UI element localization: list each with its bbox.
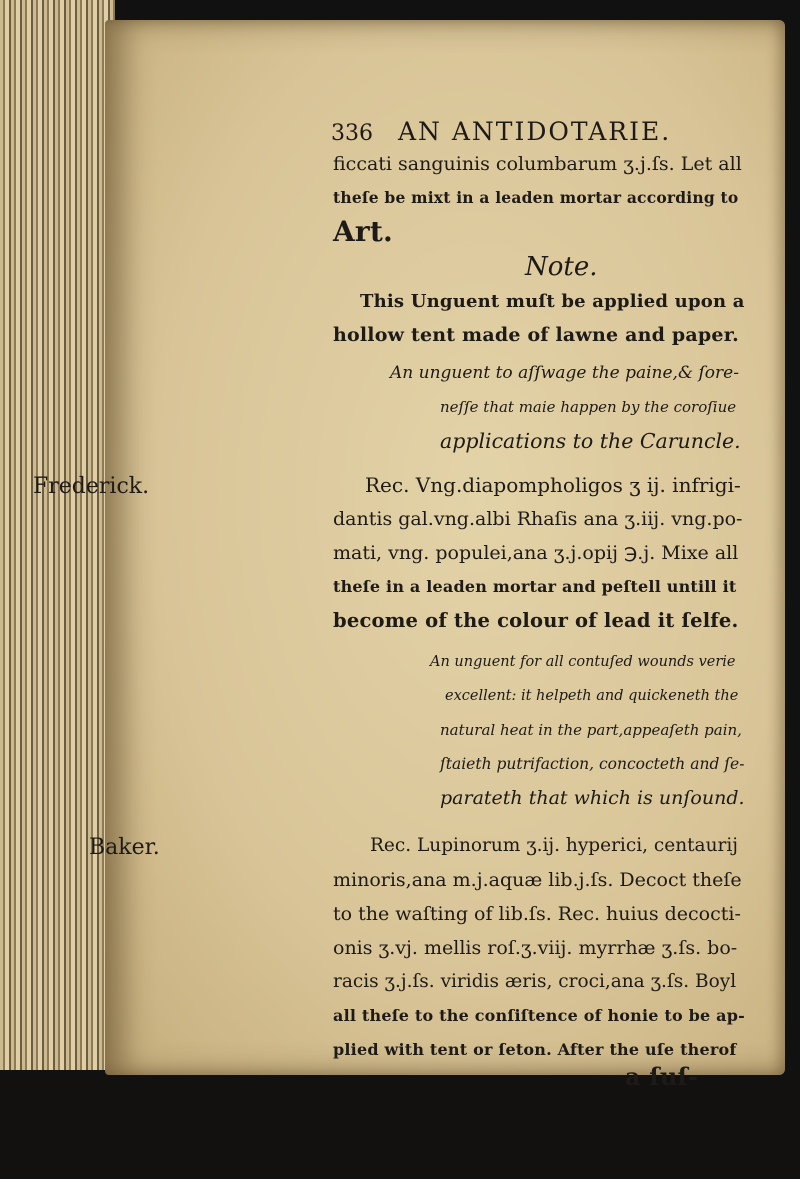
catchword: a ſuſ- xyxy=(625,1062,699,1091)
text-line: This Unguent muſt be applied upon a xyxy=(360,291,745,312)
text-line: hollow tent made of lawne and paper. xyxy=(333,324,739,346)
margin-note-baker: Baker. xyxy=(89,835,160,860)
text-line: minoris,ana m.j.aquæ lib.j.ſs. Decoct theſe xyxy=(333,869,742,891)
text-line: Rec. Lupinorum ʒ.ij. hyperici, centaurij xyxy=(370,835,738,856)
page-stack-edge xyxy=(0,0,115,1070)
recipe-heading: parateth that which is unſound. xyxy=(440,787,745,809)
text-line: racis ʒ.j.ſs. viridis æris, croci,ana ʒ.ſs. Boyl xyxy=(333,971,737,992)
recipe-heading: applications to the Caruncle. xyxy=(440,429,741,453)
running-title: AN ANTIDOTARIE. xyxy=(398,117,672,146)
recipe-heading: An unguent for all contuſed wounds verie xyxy=(430,654,736,670)
text-line: Rec. Vng.diapompholigos ʒ ij. infrigi- xyxy=(365,473,741,497)
recipe-heading: ſtaieth putrifaction, concocteth and ſe- xyxy=(440,755,745,773)
recipe-heading: neſſe that maie happen by the coroſiue xyxy=(440,398,737,416)
page-number: 336 xyxy=(331,121,373,146)
recipe-heading: An unguent to aſſwage the paine,& ſore- xyxy=(390,363,739,383)
text-line: become of the colour of lead it ſelfe. xyxy=(333,609,739,632)
text-line: plied with tent or ſeton. After the uſe therof xyxy=(333,1040,737,1059)
book-page xyxy=(33,20,785,1091)
recipe-heading: natural heat in the part,appeaſeth pain, xyxy=(440,721,742,739)
text-line: ficcati sanguinis columbarum ʒ.j.ſs. Let all xyxy=(333,153,742,175)
text-line: to the waſting of lib.ſs. Rec. huius decocti- xyxy=(333,903,741,925)
text-line: all theſe to the conſiſtence of honie to be ap- xyxy=(333,1006,745,1025)
text-line: Art. xyxy=(333,215,393,248)
recipe-heading: excellent: it helpeth and quickeneth the xyxy=(445,688,739,704)
text-line: theſe be mixt in a leaden mortar according to xyxy=(333,188,739,207)
text-line: dantis gal.vng.albi Rhaſis ana ʒ.iij. vng.po- xyxy=(333,508,743,530)
text-line: theſe in a leaden mortar and peſtell untill it xyxy=(333,577,737,596)
text-line: onis ʒ.vj. mellis roſ.ʒ.viij. myrrhæ ʒ.ſs. bo- xyxy=(333,937,738,959)
note-heading: Note. xyxy=(525,252,598,282)
margin-note-frederick: Frederick. xyxy=(33,474,150,499)
text-line: mati, vng. populei,ana ʒ.j.opij ℈.j. Mixe all xyxy=(333,542,739,564)
